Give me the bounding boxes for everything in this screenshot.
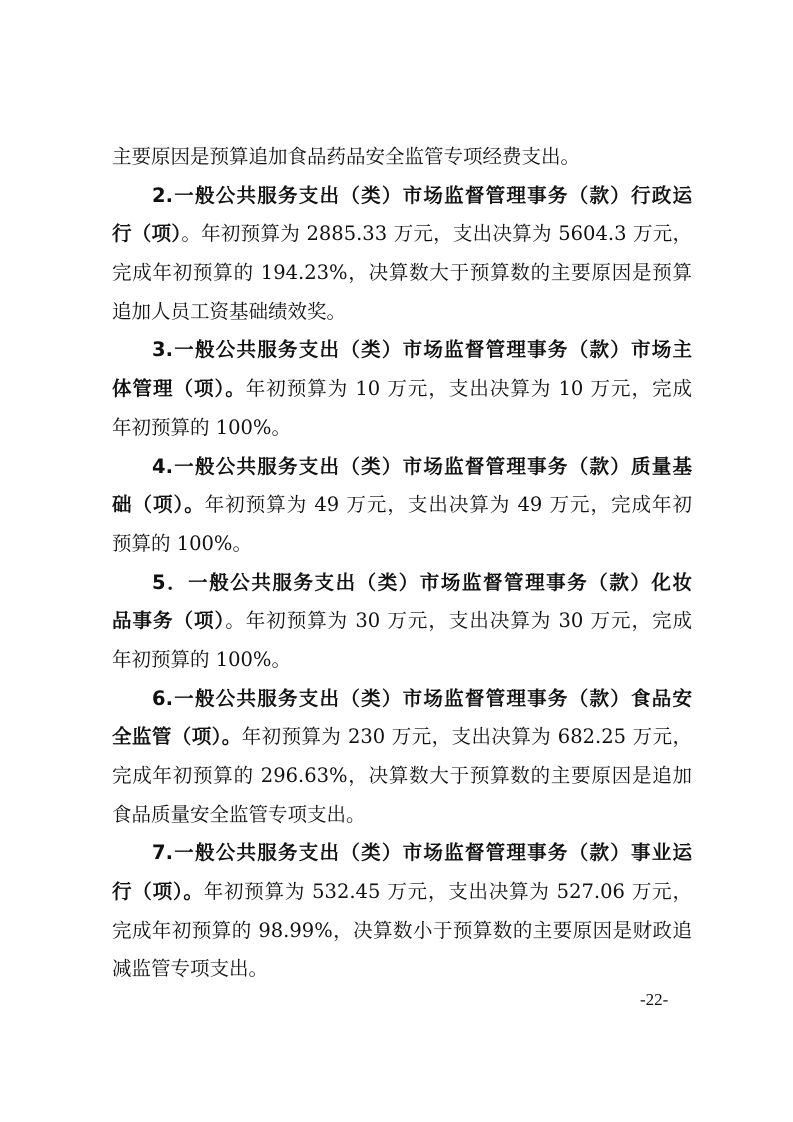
item-heading-cont: 体管理（项）。 (112, 377, 246, 401)
item-text: 年初预算为 10 万元，支出决算为 10 万元，完成 (245, 377, 692, 401)
item-heading: 5．一般公共服务支出（类）市场监督管理事务（款）化妆 (152, 570, 692, 594)
item-text: 年初预算为 230 万元，支出决算为 682.25 万元， (241, 725, 692, 749)
item-heading-cont: 全监管（项）。 (112, 725, 242, 749)
document-body (112, 138, 692, 989)
item-heading-cont: 础（项）。 (112, 493, 205, 517)
item-heading: 6.一般公共服务支出（类）市场监督管理事务（款）食品安 (152, 686, 692, 710)
item-line: 完成年初预算的 296.63%，决算数大于预算数的主要原因是追加 (112, 764, 692, 787)
item-heading: 2.一般公共服务支出（类）市场监督管理事务（款）行政运 (152, 183, 692, 207)
item-line (112, 602, 692, 641)
intro-line: 主要原因是预算追加食品药品安全监管专项经费支出。 (112, 145, 581, 168)
item-heading-cont: 行（项）。 (112, 880, 204, 904)
paragraph-item-4 (112, 448, 692, 564)
item-line: 完成年初预算的 98.99%，决算数小于预算数的主要原因是财政追 (112, 918, 692, 942)
item-text: 。年初预算为 30 万元，支出决算为 30 万元，完成 (225, 609, 692, 633)
paragraph-item-5 (112, 564, 692, 680)
paragraph-item-6 (112, 680, 692, 835)
item-heading-cont: 品事务（项） (112, 609, 226, 633)
page-number: -22- (640, 990, 669, 1009)
paragraph-item-3 (112, 331, 692, 447)
item-text: 年初预算为 49 万元，支出决算为 49 万元，完成年初 (204, 493, 692, 517)
item-line: 追加人员工资基础绩效奖。 (112, 299, 347, 323)
item-line: 减监管专项支出。 (112, 957, 269, 981)
item-line: 完成年初预算的 194.23%，决算数大于预算数的主要原因是预算 (112, 261, 692, 285)
paragraph-item-7 (112, 834, 692, 989)
item-heading: 4.一般公共服务支出（类）市场监督管理事务（款）质量基 (152, 454, 692, 478)
item-line: 食品质量安全监管专项支出。 (112, 802, 366, 826)
item-line (112, 486, 692, 525)
item-line (112, 873, 692, 912)
paragraph-item-2 (112, 177, 692, 332)
item-heading: 7.一般公共服务支出（类）市场监督管理事务（款）事业运 (152, 841, 692, 865)
item-heading-cont: 行（项） (112, 222, 182, 246)
item-text: 。年初预算为 2885.33 万元，支出决算为 5604.3 万元， (181, 222, 692, 246)
item-line: 年初预算的 100%。 (112, 647, 291, 671)
item-text: 年初预算为 532.45 万元，支出决算为 527.06 万元， (203, 880, 692, 904)
item-heading: 3.一般公共服务支出（类）市场监督管理事务（款）市场主 (152, 338, 692, 362)
item-line: 预算的 100%。 (112, 531, 252, 555)
item-line (112, 718, 692, 757)
item-line (112, 370, 692, 409)
item-line: 年初预算的 100%。 (112, 415, 291, 439)
item-line (112, 215, 692, 254)
